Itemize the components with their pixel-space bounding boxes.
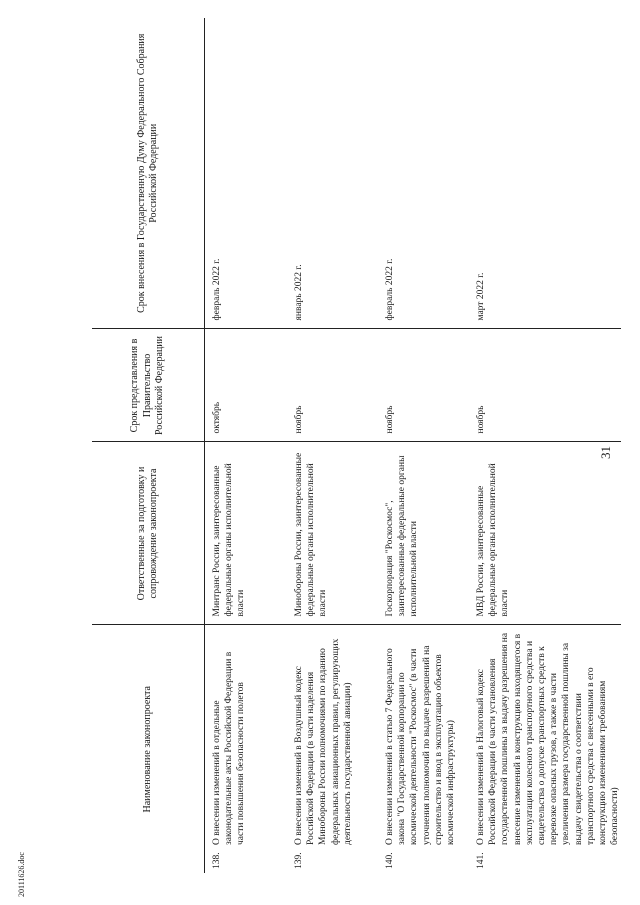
bill-name: О внесении изменений в отдельные законодательные акты Российской Федерации в части повышения безопасности полетов [212, 651, 247, 845]
bill-responsible: Минтранс России, заинтересованные федеральные органы исполнительной власти [205, 442, 288, 625]
document-file-code: 20111626.doc [17, 852, 26, 897]
bill-government-term: ноябрь [469, 329, 621, 442]
bill-name-cell [205, 625, 288, 873]
bill-responsible: Минобороны России, заинтересованные федеральные органы исполнительной власти [287, 442, 378, 625]
bill-name: О внесении изменений в Налоговый кодекс Российской Федерации (в части установления государственной пошлины за выдачу разрешения на внесение изменений в конструкцию находящегося в эксплуатации колесного транспортного средства и свидетельства о допуске транспортных средств к перевозке опасных грузов, а также в части увеличения размера государственной пошлины за выдачу свидетельства о соответствии транспортного средства с внесенными в его конструкцию изменениями требованиям безопасности) [476, 632, 621, 845]
bill-responsible: Госкорпорация "Роскосмос", заинтересованные федеральные органы исполнительной власти [378, 442, 469, 625]
bill-government-term: ноябрь [287, 329, 378, 442]
bill-duma-term: февраль 2022 г. [205, 18, 288, 329]
bill-number: 139. [294, 852, 304, 869]
bill-duma-term: март 2022 г. [469, 18, 621, 329]
table-header-row [92, 18, 205, 873]
bill-duma-term: февраль 2022 г. [378, 18, 469, 329]
header-government-term: Срок представления в Правительство Российской Федерации [92, 329, 205, 442]
bill-duma-term: январь 2022 г. [287, 18, 378, 329]
table-row [469, 18, 621, 873]
bill-name-cell [469, 625, 621, 873]
header-duma-term: Срок внесения в Государственную Думу Федерального Собрания Российской Федерации [92, 18, 205, 329]
bill-number: 138. [212, 852, 222, 869]
table-row [205, 18, 288, 873]
bill-responsible: МВД России, заинтересованные федеральные органы исполнительной власти [469, 442, 621, 625]
bill-name: О внесении изменений в Воздушный кодекс Российской Федерации (в части наделения Минобороны России полномочиями по изданию федеральных авиационных правил, регулирующих деятельность государственной авиации) [294, 638, 353, 845]
table-row [287, 18, 378, 873]
page-number: 31 [598, 446, 613, 459]
bill-number: 141. [476, 852, 486, 869]
bill-name: О внесении изменений в статью 7 Федерального закона "О Государственной корпорации по космической деятельности "Роскосмос" (в части уточнения полномочий по выдаче разрешений на строительство и ввод в эксплуатацию объектов космической инфраструктуры) [385, 645, 457, 845]
bill-government-term: ноябрь [378, 329, 469, 442]
bill-name-cell [378, 625, 469, 873]
header-responsible: Ответственные за подготовку и сопровождение законопроекта [92, 442, 205, 625]
bill-number: 140. [385, 852, 395, 869]
bills-table [92, 18, 621, 873]
bill-government-term: октябрь [205, 329, 288, 442]
header-bill-name: Наименование законопроекта [92, 625, 205, 873]
table-row [378, 18, 469, 873]
bill-name-cell [287, 625, 378, 873]
